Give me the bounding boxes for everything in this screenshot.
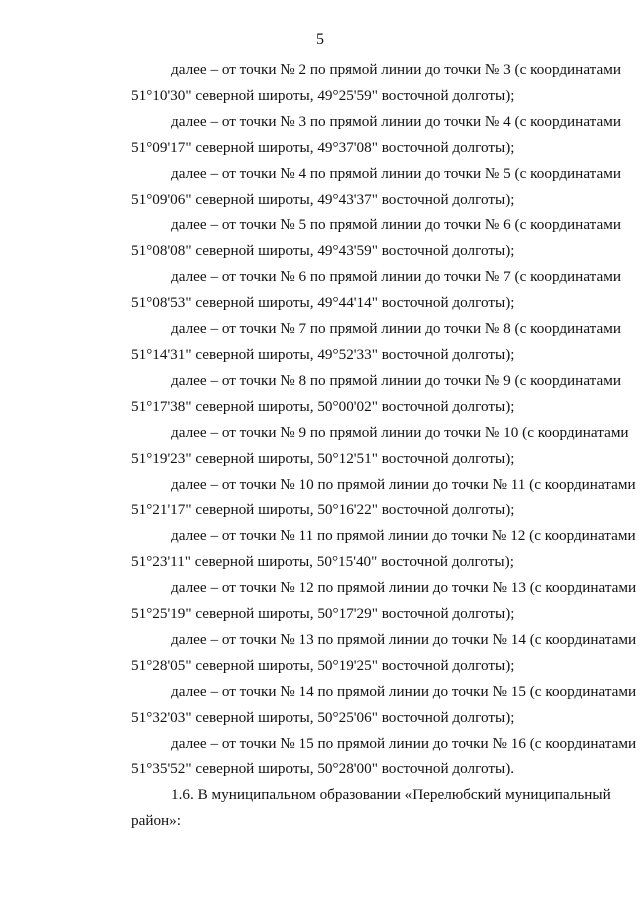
paragraph-line: далее – от точки № 15 по прямой линии до точки № 16 (с координатами — [171, 734, 637, 752]
paragraph-line: 51°25'19" северной широты, 50°17'29" восточной долготы); — [131, 605, 515, 623]
paragraph-line: 51°19'23" северной широты, 50°12'51" восточной долготы); — [131, 449, 515, 467]
paragraph-point-3-4 — [91, 109, 621, 161]
paragraph-line: далее – от точки № 6 по прямой линии до точки № 7 (с координатами — [171, 268, 621, 286]
paragraph-line: 51°17'38" северной широты, 50°00'02" восточной долготы); — [131, 397, 515, 415]
paragraph-line: 51°23'11" северной широты, 50°15'40" восточной долготы); — [131, 553, 514, 571]
paragraph-line: 51°08'08" северной широты, 49°43'59" восточной долготы); — [131, 242, 515, 260]
paragraph-line: далее – от точки № 14 по прямой линии до точки № 15 (с координатами — [171, 682, 637, 700]
paragraph-point-7-8 — [91, 316, 621, 368]
paragraph-line: далее – от точки № 11 по прямой линии до точки № 12 (с координатами — [171, 527, 636, 545]
paragraph-point-14-15 — [91, 679, 637, 731]
paragraph-point-15-16 — [91, 731, 637, 783]
paragraph-line: далее – от точки № 10 по прямой линии до точки № 11 (с координатами — [171, 475, 636, 493]
paragraph-line: 51°08'53" северной широты, 49°44'14" восточной долготы); — [131, 294, 515, 312]
paragraph-point-4-5 — [91, 161, 621, 213]
paragraph-line: 51°32'03" северной широты, 50°25'06" восточной долготы); — [131, 708, 515, 726]
paragraph-line: 51°14'31" северной широты, 49°52'33" восточной долготы); — [131, 345, 515, 363]
paragraph-line: 51°10'30" северной широты, 49°25'59" восточной долготы); — [131, 86, 515, 104]
paragraph-point-12-13 — [91, 575, 637, 627]
paragraph-line: далее – от точки № 8 по прямой линии до точки № 9 (с координатами — [171, 371, 621, 389]
paragraph-line: 1.6. В муниципальном образовании «Перелюбский муниципальный — [171, 786, 611, 804]
page-number: 5 — [316, 31, 324, 48]
paragraph-line: 51°21'17" северной широты, 50°16'22" восточной долготы); — [131, 501, 515, 519]
paragraph-point-6-7 — [91, 264, 621, 316]
paragraph-point-13-14 — [91, 627, 637, 679]
paragraph-point-11-12 — [91, 523, 636, 575]
paragraph-point-10-11 — [91, 472, 636, 524]
paragraph-line: далее – от точки № 7 по прямой линии до точки № 8 (с координатами — [171, 320, 621, 338]
section-1-6-paragraph — [91, 782, 611, 834]
paragraph-line: далее – от точки № 12 по прямой линии до точки № 13 (с координатами — [171, 579, 637, 597]
paragraph-line: 51°09'17" северной широты, 49°37'08" восточной долготы); — [131, 138, 515, 156]
paragraph-line: далее – от точки № 13 по прямой линии до точки № 14 (с координатами — [171, 630, 637, 648]
paragraph-line: 51°35'52" северной широты, 50°28'00" восточной долготы). — [131, 760, 515, 778]
paragraph-point-9-10 — [91, 420, 629, 472]
paragraph-point-2-3 — [91, 57, 621, 109]
paragraph-line: 51°09'06" северной широты, 49°43'37" восточной долготы); — [131, 190, 515, 208]
paragraph-line: далее – от точки № 5 по прямой линии до точки № 6 (с координатами — [171, 216, 621, 234]
document-body — [91, 57, 637, 834]
paragraph-line: далее – от точки № 2 по прямой линии до точки № 3 (с координатами — [171, 61, 621, 78]
paragraph-line: далее – от точки № 4 по прямой линии до точки № 5 (с координатами — [171, 164, 621, 182]
paragraph-point-8-9 — [91, 368, 621, 420]
paragraph-line: район»: — [131, 812, 181, 830]
paragraph-line: далее – от точки № 3 по прямой линии до точки № 4 (с координатами — [171, 112, 621, 130]
paragraph-point-5-6 — [91, 212, 621, 264]
paragraph-line: далее – от точки № 9 по прямой линии до точки № 10 (с координатами — [171, 423, 629, 441]
paragraph-line: 51°28'05" северной широты, 50°19'25" восточной долготы); — [131, 656, 515, 674]
